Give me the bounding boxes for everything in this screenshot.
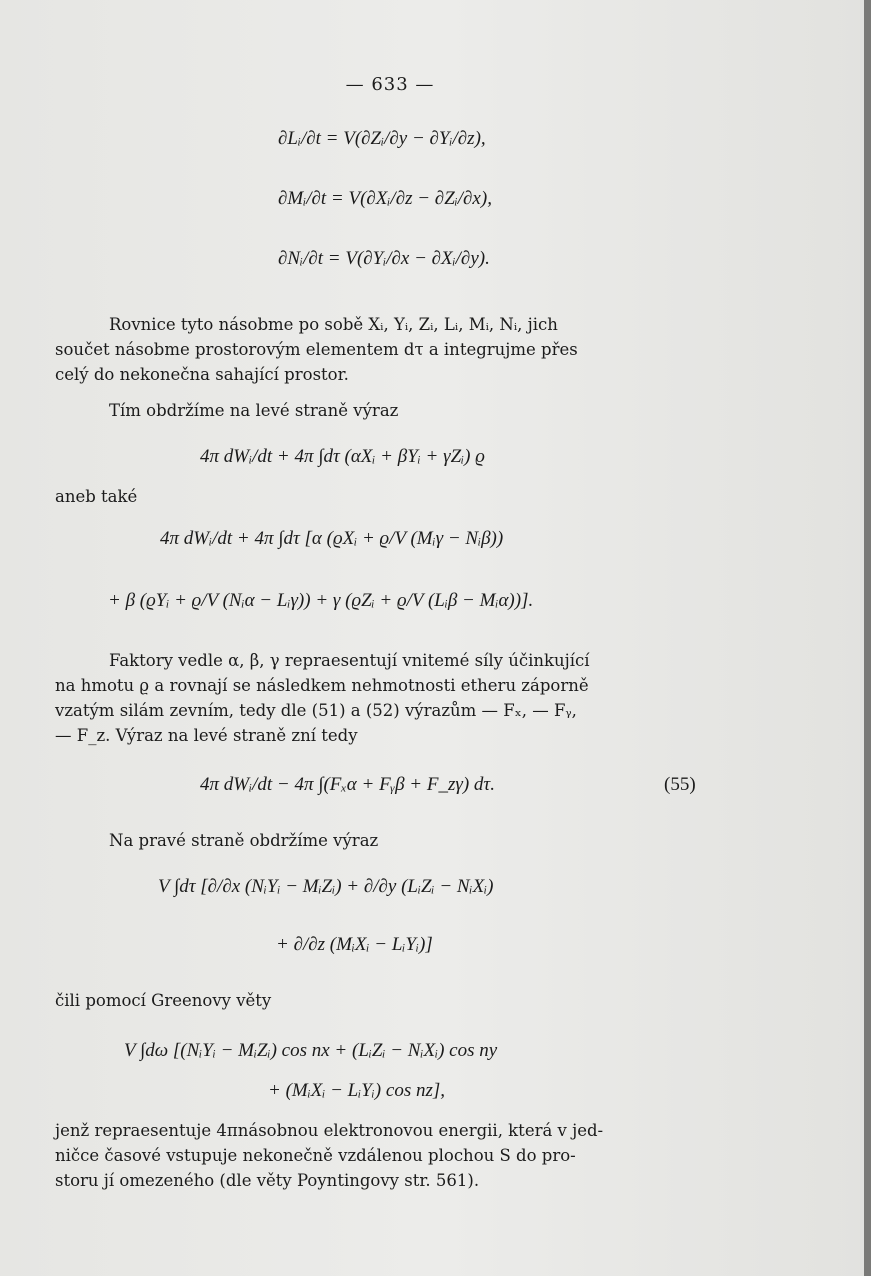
page-edge-shadow [864,0,871,1276]
paragraph-factors [55,648,706,748]
equation-55: 4π dWᵢ/dt − 4π ∫(Fₓα + Fᵧβ + F_zγ) dτ. [200,774,495,795]
text-line: vzatým silám zevním, tedy dle (51) a (52) výrazům — Fₓ, — Fᵧ, [55,701,577,720]
equation-right-expression-2: + ∂/∂z (MᵢXᵢ − LᵢYᵢ)] [276,934,433,955]
equation-dN-dt: ∂Nᵢ/∂t = V(∂Yᵢ/∂x − ∂Xᵢ/∂y). [278,248,490,269]
equation-dL-dt: ∂Lᵢ/∂t = V(∂Zᵢ/∂y − ∂Yᵢ/∂z), [278,128,486,149]
text-line: celý do nekonečna sahající prostor. [55,365,349,384]
equation-dM-dt: ∂Mᵢ/∂t = V(∂Xᵢ/∂z − ∂Zᵢ/∂x), [278,188,492,209]
equation-left-expanded-2: + β (ϱYᵢ + ϱ/V (Nᵢα − Lᵢγ)) + γ (ϱZᵢ + ϱ/V (Lᵢβ − Mᵢα))]. [108,590,534,611]
text-line: aneb také [55,487,138,506]
paragraph-green [55,988,706,1013]
text-line: Na pravé straně obdržíme výraz [109,831,379,850]
text-line: součet násobme prostorovým elementem dτ a integrujme přes [55,340,578,359]
text-line: jenž repraesentuje 4πnásobnou elektronovou energii, která v jed- [55,1121,604,1140]
equation-left-expression: 4π dWᵢ/dt + 4π ∫dτ (αXᵢ + βYᵢ + γZᵢ) ϱ [200,446,485,467]
paragraph-right-side [55,828,706,853]
text-line: ničce časové vstupuje nekonečně vzdálenou plochou S do pro- [55,1146,576,1165]
paragraph-multiply [55,312,706,387]
page-number: — 633 — [345,74,435,95]
equation-left-expanded-1: 4π dWᵢ/dt + 4π ∫dτ [α (ϱXᵢ + ϱ/V (Mᵢγ − Nᵢβ)) [160,528,504,549]
text-line: Rovnice tyto násobme po sobě Xᵢ, Yᵢ, Zᵢ, Lᵢ, Mᵢ, Nᵢ, jich [109,315,558,334]
equation-right-expression-1: V ∫dτ [∂/∂x (NᵢYᵢ − MᵢZᵢ) + ∂/∂y (LᵢZᵢ − NᵢXᵢ) [158,876,494,897]
text-line: na hmotu ϱ a rovnají se následkem nehmotnosti etheru záporně [55,676,589,695]
paragraph-aneb [55,484,706,509]
text-line: čili pomocí Greenovy věty [55,991,272,1010]
text-line: Faktory vedle α, β, γ repraesentují vnitemé síly účinkující [109,651,590,670]
paragraph-left-side [55,398,706,423]
text-line: Tím obdržíme na levé straně výraz [109,401,399,420]
equation-number-55: (55) [664,774,696,795]
text-line: — F_z. Výraz na levé straně zní tedy [55,726,358,745]
paragraph-energy [55,1118,706,1193]
equation-green-2: + (MᵢXᵢ − LᵢYᵢ) cos nz], [268,1080,446,1101]
text-line: storu jí omezeného (dle věty Poyntingovy str. 561). [55,1171,480,1190]
equation-green-1: V ∫dω [(NᵢYᵢ − MᵢZᵢ) cos nx + (LᵢZᵢ − NᵢXᵢ) cos ny [124,1040,498,1061]
